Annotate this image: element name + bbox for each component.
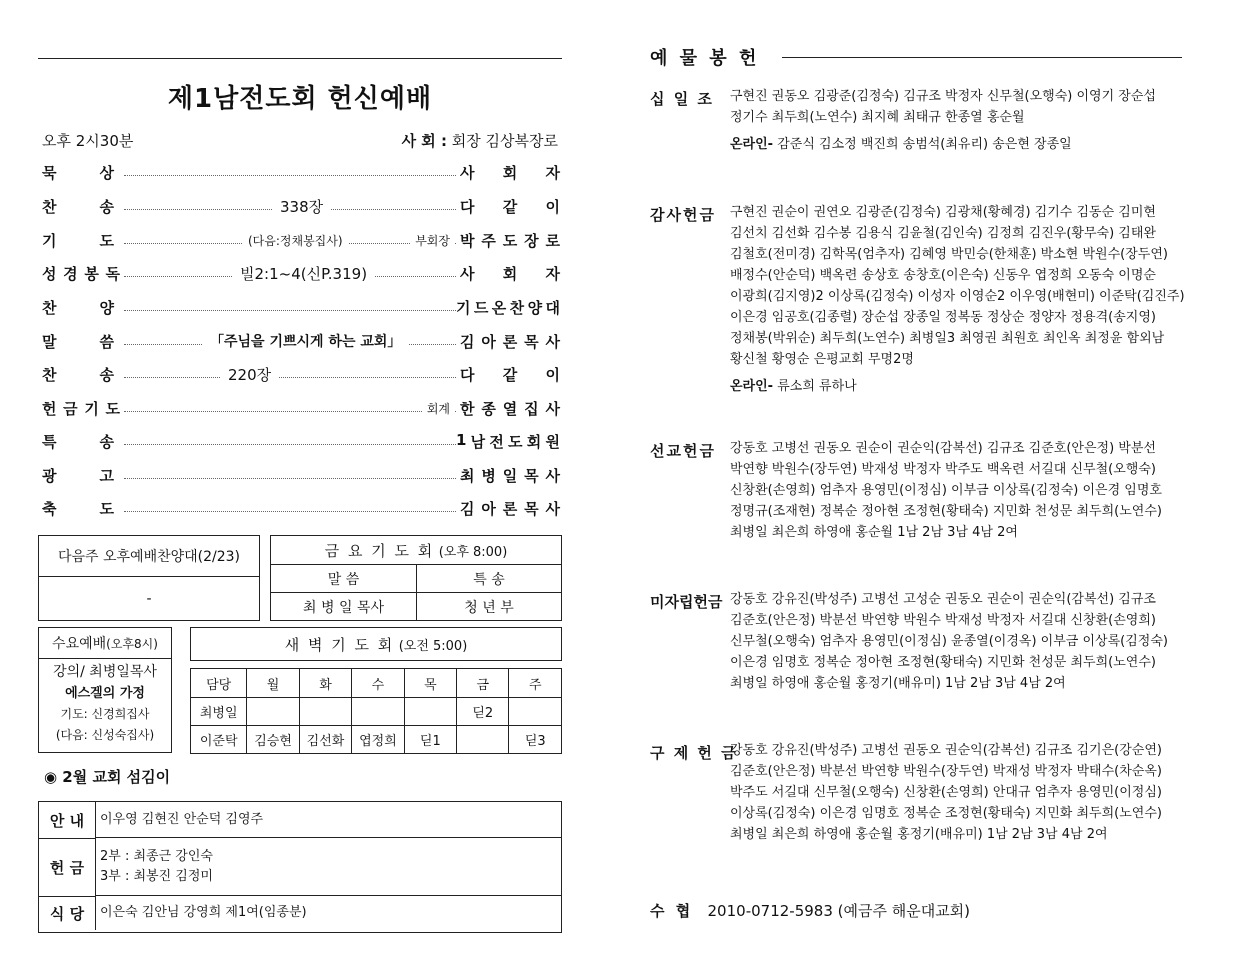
offering-line: 최병일 하영애 홍순월 홍정기(배유미) 1남 2남 3남 4남 2여 — [730, 676, 1066, 691]
host-info — [402, 130, 558, 151]
order-row — [42, 498, 560, 524]
order-person: 최 병 일 목 사 — [460, 467, 560, 485]
order-label: 찬 양 — [42, 299, 114, 317]
offering-line: 정기수 최두희(노연수) 최지혜 최태규 한종열 홍순월 — [730, 110, 1025, 125]
serve-label: 식 당 — [39, 896, 96, 930]
offering-line: 김준호(안은정) 박분선 박연향 박원수 박재성 박정자 서길대 신창환(손영희) — [730, 613, 1156, 628]
serve-line: 2부 : 최종근 강인숙 — [100, 848, 213, 864]
dawn-cell: 김승현 — [247, 726, 299, 754]
order-label: 찬 송 — [42, 366, 114, 384]
offering-line: 김선치 김선화 김수봉 김용식 김윤철(김인숙) 김정희 김진우(황무숙) 김태완 — [730, 226, 1156, 241]
order-person: 다 같 이 — [460, 198, 560, 216]
dot-leader — [124, 444, 456, 445]
friday-title-row — [271, 536, 561, 565]
dawn-time: (오전 5:00) — [398, 638, 468, 654]
wednesday-details — [39, 662, 171, 746]
dot-leader — [124, 310, 456, 311]
wednesday-line1: 강의/ 최병일목사 — [53, 664, 157, 680]
offering-line: 강동호 고병선 권동오 권순이 권순익(감복선) 김규조 김준호(안은정) 박분선 — [730, 441, 1156, 456]
order-row — [42, 230, 560, 256]
offering-line: 최병일 최은희 하영애 홍순월 홍정기(배유미) 1남 2남 3남 4남 2여 — [730, 827, 1108, 842]
dawn-row — [191, 726, 562, 754]
order-person: 김 아 론 목 사 — [460, 333, 560, 351]
dawn-cell: 엽정희 — [352, 726, 404, 754]
offering-names — [730, 202, 1185, 397]
serve-label: 헌 금 — [39, 838, 96, 897]
order-detail: 338장 — [272, 196, 331, 217]
top-rule-right — [782, 57, 1182, 58]
order-person: 박 주 도 장 로 — [460, 232, 560, 250]
offering-line: 신무철(오행숙) 엄추자 용영민(이정심) 윤종열(이경옥) 이부금 이상록(김정숙) — [730, 634, 1168, 649]
dawn-prayer-table — [190, 668, 562, 754]
offering-title: 예 물 봉 헌 — [650, 48, 760, 69]
dawn-cell — [352, 698, 404, 726]
order-row — [42, 162, 560, 188]
dawn-header-cell: 주 — [509, 669, 562, 698]
dawn-cell: 김선화 — [299, 726, 351, 754]
dot-leader — [124, 377, 456, 378]
page-title: 제1남전도회 헌신예배 — [167, 84, 433, 114]
offering-heading: 선교헌금 — [650, 442, 716, 460]
order-label: 특 송 — [42, 433, 114, 451]
order-detail: 빌2:1~4(신P.319) — [232, 263, 375, 284]
dawn-header-cell: 수 — [352, 669, 404, 698]
dawn-cell: 최병일 — [191, 698, 247, 726]
host-name: 회장 김상복장로 — [451, 132, 558, 150]
dawn-cell — [509, 698, 562, 726]
top-rule-left — [38, 58, 562, 59]
offering-names — [730, 740, 1182, 845]
serve-label: 안 내 — [39, 802, 96, 839]
next-choir-value: - — [146, 590, 152, 607]
serve-line: 3부 : 최봉진 김정미 — [100, 868, 213, 884]
serve-value — [96, 802, 561, 838]
wednesday-line3: 기도: 신경희집사 — [60, 707, 150, 721]
wednesday-line4: (다음: 신성숙집사) — [55, 728, 155, 742]
dot-leader — [124, 175, 456, 176]
order-label: 기 도 — [42, 232, 114, 250]
order-person: 다 같 이 — [460, 366, 560, 384]
dot-leader — [124, 411, 456, 412]
offering-line: 이은경 임공호(김종렬) 장순섭 장종일 정복동 정상순 정양자 정용격(송지영) — [730, 310, 1156, 325]
order-row — [42, 364, 560, 390]
friday-prayer-box — [270, 535, 562, 621]
serve-value — [96, 896, 561, 930]
serve-table — [38, 801, 562, 933]
bank-account: 2010-0712-5983 (예금주 해운대교회) — [707, 902, 971, 920]
order-label: 축 도 — [42, 500, 114, 518]
host-label: 사 회 : — [401, 132, 448, 150]
friday-title: 금 요 기 도 회 — [324, 541, 435, 560]
wednesday-time: (오후8시) — [106, 636, 158, 651]
serve-line: 이우영 김현진 안순덕 김영주 — [100, 811, 264, 827]
dawn-cell — [404, 698, 456, 726]
order-detail: 220장 — [220, 364, 279, 385]
offering-line: 강동호 강유진(박성주) 고병선 권동오 권순익(감복선) 김규조 김기은(강순연) — [730, 743, 1162, 758]
dawn-header-cell: 목 — [404, 669, 456, 698]
dawn-header-cell: 월 — [247, 669, 299, 698]
order-row — [42, 465, 560, 491]
dawn-header-cell: 금 — [457, 669, 509, 698]
order-role: 부회장 — [411, 232, 454, 249]
dot-leader — [124, 478, 456, 479]
order-row — [42, 196, 560, 222]
dawn-title: 새 벽 기 도 회 — [284, 635, 395, 654]
offering-line: 이은경 임명호 정복순 정아현 조정현(황태숙) 지민화 천성문 최두희(노연수) — [730, 655, 1156, 670]
offering-line: 최병일 최은희 하영애 홍순월 1남 2남 3남 4남 2여 — [730, 525, 1018, 540]
offering-names — [730, 86, 1182, 155]
order-label: 말 씀 — [42, 333, 114, 351]
offering-line: 구현진 권순이 권연오 김광준(김정숙) 김광채(황혜경) 김기수 김동순 김미현 — [730, 205, 1156, 220]
order-person: 사 회 자 — [460, 164, 560, 182]
dawn-row — [191, 698, 562, 726]
offering-line: 신창환(손영희) 엄추자 용영민(이정심) 이부금 이상록(김정숙) 이은경 임명호 — [730, 483, 1162, 498]
dawn-cell: 딛1 — [404, 726, 456, 754]
dawn-header-row — [191, 669, 562, 698]
order-role: 회계 — [423, 400, 454, 417]
order-person: 1 남 전 도 회 원 — [456, 431, 560, 451]
serve-line: 이은숙 김안님 강영희 제1여(임종분) — [100, 905, 307, 920]
order-person: 사 회 자 — [460, 265, 560, 283]
offering-line: 정채봉(박위순) 최두희(노연수) 최병일3 최영권 최원호 최인옥 최정윤 함외남 — [730, 331, 1165, 346]
offering-line: 황신철 황영순 은평교회 무명2명 — [730, 352, 914, 367]
offering-line: 이광희(김지영)2 이상록(김정숙) 이성자 이영순2 이우영(배현미) 이준탁(김진주) — [730, 289, 1185, 304]
order-row — [42, 331, 560, 357]
offering-names — [730, 589, 1182, 694]
dawn-title-row — [191, 628, 561, 660]
offering-line: 이상록(김정숙) 이은경 임명호 정복순 조정현(황태숙) 지민화 최두희(노연수) — [730, 806, 1162, 821]
order-label: 광 고 — [42, 467, 114, 485]
dawn-prayer-title-box — [190, 627, 562, 661]
dawn-cell: 딛2 — [457, 698, 509, 726]
offering-heading: 감사헌금 — [650, 206, 716, 224]
offering-line: 구현진 권동오 김광준(김정숙) 김규조 박정자 신무철(오행숙) 이영기 장순섭 — [730, 89, 1156, 104]
dawn-cell: 이준탁 — [191, 726, 247, 754]
order-person: 기 드 온 찬 양 대 — [456, 299, 560, 317]
friday-val1: 최 병 일 목사 — [271, 593, 417, 620]
order-row — [42, 263, 560, 289]
online-label: 온라인- — [730, 137, 774, 152]
offering-line: 정명규(조재현) 정복순 정아현 조정현(황태숙) 지민화 천성문 최두희(노연수) — [730, 504, 1162, 519]
friday-val2: 청 년 부 — [464, 599, 514, 616]
online-offering — [730, 134, 1182, 155]
wednesday-title: 수요예배 — [52, 636, 107, 652]
serve-title: ◉ 2월 교회 섬김이 — [44, 768, 171, 786]
dot-leader — [124, 511, 456, 512]
offering-heading: 구 제 헌 금 — [650, 744, 738, 762]
offering-line: 배정수(안순덕) 백옥련 송상호 송창호(이은숙) 신동우 엽정희 오동숙 이명순 — [730, 268, 1156, 283]
offering-line: 강동호 강유진(박성주) 고병선 고성순 권동오 권순이 권순익(감복선) 김규조 — [730, 592, 1156, 607]
offering-names — [730, 438, 1182, 543]
order-label: 묵 상 — [42, 164, 114, 182]
friday-col1: 말 씀 — [271, 565, 417, 593]
online-label: 온라인- — [730, 379, 774, 394]
dawn-cell — [457, 726, 509, 754]
offering-line: 박주도 서길대 신무철(오행숙) 신창환(손영희) 안대규 엄추자 용영민(이정심) — [730, 785, 1162, 800]
offering-line: 김준호(안은정) 박분선 박연향 박원수(장두연) 박재성 박정자 박태수(차순옥) — [730, 764, 1162, 779]
offering-heading: 십 일 조 — [650, 90, 714, 108]
dawn-cell: 딛3 — [509, 726, 562, 754]
dawn-cell — [299, 698, 351, 726]
next-choir-box — [38, 535, 260, 621]
order-row — [42, 297, 560, 323]
wednesday-box — [38, 627, 172, 753]
order-label: 찬 송 — [42, 198, 114, 216]
offering-heading: 미자립헌금 — [650, 593, 723, 611]
friday-col2: 특 송 — [417, 565, 561, 593]
dawn-header-cell: 담당 — [191, 669, 247, 698]
next-choir-title: 다음주 오후예배찬양대(2/23) — [39, 536, 259, 577]
dawn-header-cell: 화 — [299, 669, 351, 698]
wednesday-title-row — [39, 628, 171, 659]
order-row — [42, 398, 560, 424]
order-row — [42, 431, 560, 457]
friday-time: (오후 8:00) — [438, 544, 508, 560]
order-label: 헌 금 기 도 — [42, 400, 120, 418]
online-offering — [730, 376, 1182, 397]
service-time: 오후 2시30분 — [42, 132, 134, 150]
bank-info — [650, 900, 970, 921]
order-person: 한 종 열 집 사 — [460, 400, 560, 418]
online-names: 감준식 김소정 백진희 송범석(최유리) 송은현 장종일 — [773, 137, 1072, 152]
offering-line: 박연향 박원수(장두연) 박재성 박정자 박주도 백옥련 서길대 신무철(오행숙) — [730, 462, 1156, 477]
offering-line: 김철호(전미경) 김학목(엄추자) 김혜영 박민승(한채훈) 박소현 박원수(장두연) — [730, 247, 1168, 262]
order-person: 김 아 론 목 사 — [460, 500, 560, 518]
bank-label: 수 협 — [650, 902, 694, 920]
serve-value — [96, 838, 561, 896]
online-names: 류소희 류하나 — [773, 379, 857, 394]
wednesday-line2: 에스겔의 가정 — [65, 686, 145, 701]
order-detail: 「주님을 기쁘시게 하는 교회」 — [202, 331, 409, 351]
order-detail: (다음:정채봉집사) — [242, 232, 349, 249]
order-label: 성 경 봉 독 — [42, 265, 120, 283]
dawn-cell — [247, 698, 299, 726]
